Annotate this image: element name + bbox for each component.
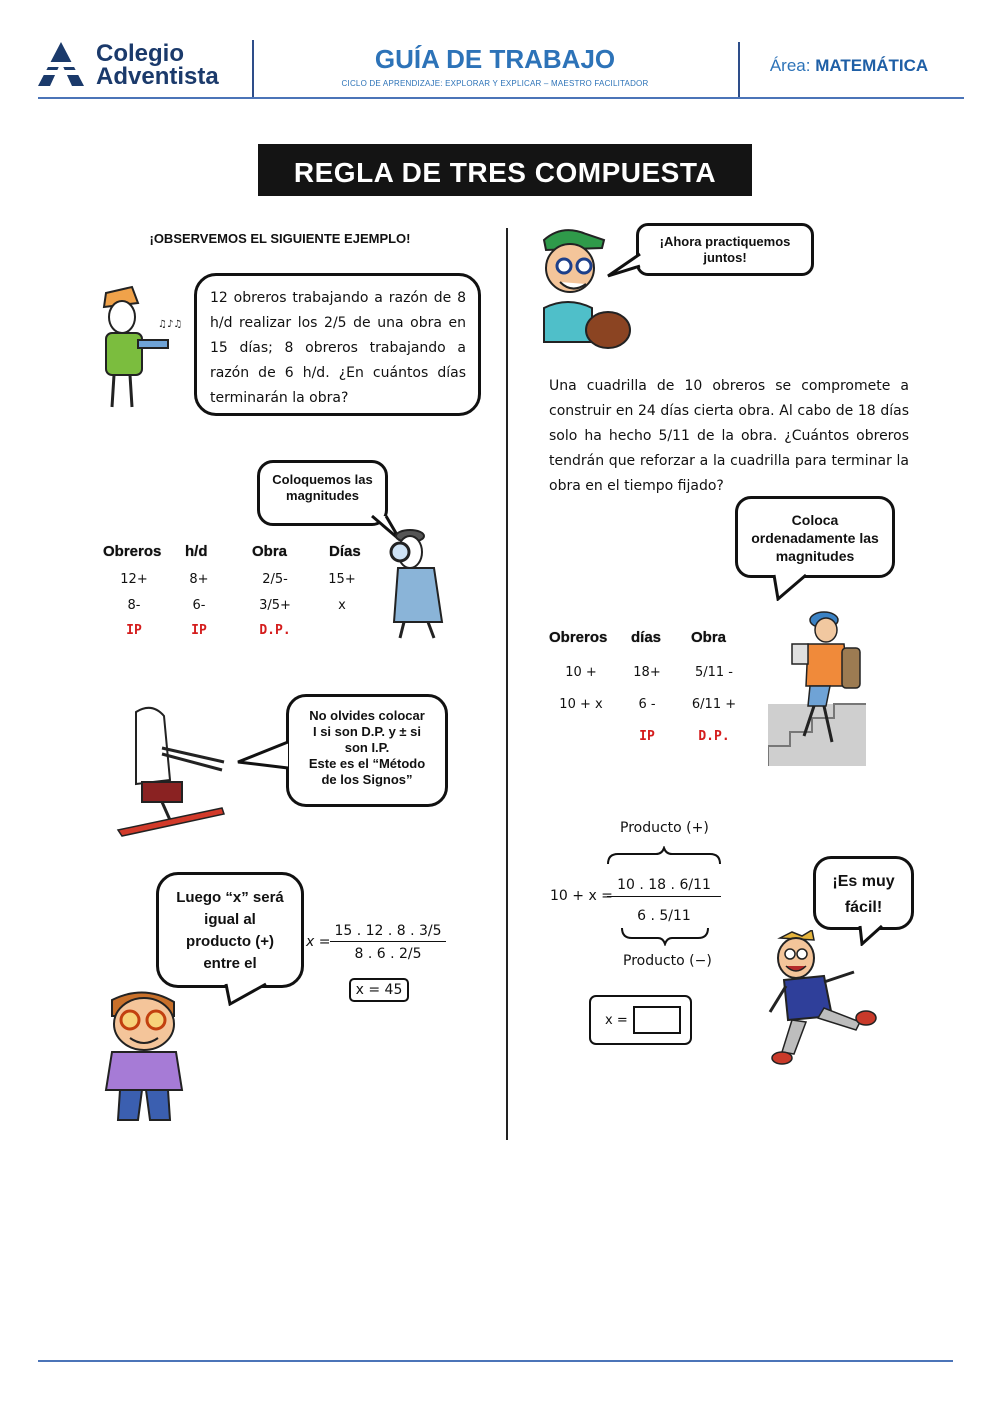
running-boy-icon (762, 930, 884, 1072)
luego-bubble-text (159, 887, 301, 975)
signs-line: de los Signos” (321, 772, 413, 787)
relation-label: D.P. (259, 623, 291, 638)
signs-line: I si son D.P. y ± si (312, 724, 422, 739)
table-cell: 6/11 + (691, 697, 737, 712)
signs-line: No olvides colocar (309, 708, 425, 723)
ordena-bubble (735, 496, 895, 578)
problem-text-left: 12 obreros trabajando a razón de 8 h/d realizar los 2/5 de una obra en 15 días; 8 obreros trabajando a razón de 6 h/d. ¿En cuántos días terminarán la obra? (210, 290, 466, 406)
table-header-hd: h/d (185, 543, 208, 560)
header-rule (38, 97, 964, 99)
table-cell: 3/5+ (259, 598, 291, 613)
bubble-tail-icon (770, 573, 810, 601)
table-header-dias: días (631, 629, 662, 646)
facil-bubble (813, 856, 914, 930)
table-header-obreros: Obreros (549, 629, 608, 646)
table-cell: 12+ (120, 572, 148, 587)
formula-denominator: 8 . 6 . 2/5 (354, 946, 422, 962)
column-divider (506, 228, 508, 1140)
brace-top-icon (606, 846, 722, 866)
formula-numerator: 15 . 12 . 8 . 3/5 (330, 923, 446, 942)
brace-bottom-icon (620, 926, 710, 946)
table-cell: 6- (192, 598, 206, 613)
table-cell: 8+ (189, 572, 209, 587)
ordena-bubble-text: Coloca ordenadamente las magnitudes (751, 512, 879, 564)
facil-bubble-text (816, 869, 911, 921)
table-cell: 6 - (638, 697, 656, 712)
table-header-obra: Obra (691, 629, 727, 646)
table-cell: 10 + x (559, 697, 603, 712)
signs-bubble-text (289, 708, 445, 788)
facil-line: ¡Es muy (832, 873, 895, 890)
table-cell: 2/5- (262, 572, 288, 587)
example-heading: ¡OBSERVEMOS EL SIGUIENTE EJEMPLO! (149, 231, 411, 246)
table-cell: 5/11 - (694, 665, 734, 680)
facil-line: fácil! (844, 899, 883, 916)
table-header-dias: Días (329, 543, 361, 560)
practice-bubble (636, 223, 814, 276)
relation-label: IP (639, 729, 655, 744)
topic-banner: REGLA DE TRES COMPUESTA (258, 144, 752, 196)
colegio-adventista-logo-icon (38, 42, 84, 86)
trumpet-character-icon (92, 285, 192, 415)
answer-label: x = (605, 1013, 628, 1028)
bubble-tail-icon (222, 982, 272, 1006)
subject-area (744, 56, 954, 76)
page-title: GUÍA DE TRABAJO (374, 44, 616, 74)
problem-bubble-left (194, 273, 481, 416)
relation-label: IP (191, 623, 207, 638)
product-minus-label: Producto (−) (623, 953, 712, 969)
table-header-obra: Obra (252, 543, 288, 560)
luego-line: Luego “x” será (176, 889, 284, 906)
signs-line: son I.P. (344, 740, 390, 755)
logo-line1: Colegio (96, 40, 184, 67)
student-stairs-icon (768, 608, 866, 766)
formula-denominator: 6 . 5/11 (637, 908, 691, 924)
relation-label: IP (126, 623, 142, 638)
luego-line: producto (+) (186, 933, 274, 950)
table-cell: 10 + (565, 665, 597, 680)
table-cell: 15+ (328, 572, 356, 587)
nerd-glasses-character-icon (90, 986, 200, 1136)
svg-text:♫♪♫: ♫♪♫ (158, 319, 183, 330)
result-box: x = 45 (349, 978, 409, 1002)
logo-line2: Adventista (96, 63, 219, 90)
area-label: Área: (769, 56, 811, 75)
footer-rule (38, 1360, 953, 1362)
problem-text-right: Una cuadrilla de 10 obreros se compromete a construir en 24 días cierta obra. Al cabo de 18 días solo ha hecho 5/11 de la obra. ¿Cuántos obreros tendrán que reforzar a la cuadrilla para terminar la obra en el tiempo fijado? (549, 378, 909, 494)
table-cell: 18+ (633, 665, 661, 680)
magnitudes-bubble-text: Coloquemos las magnitudes (272, 472, 373, 503)
formula-numerator: 10 . 18 . 6/11 (607, 877, 721, 897)
signs-line: Este es el “Método (308, 756, 426, 771)
page-subtitle: CICLO DE APRENDIZAJE: EXPLORAR Y EXPLICAR – MAESTRO FACILITADOR (341, 79, 649, 88)
table-header-obreros: Obreros (103, 543, 162, 560)
answer-input[interactable] (633, 1006, 681, 1034)
header-separator (738, 42, 740, 98)
header-separator (252, 40, 254, 98)
bubble-tail-icon (236, 738, 290, 778)
answer-box (589, 995, 692, 1045)
luego-line: entre el (203, 955, 257, 972)
bubble-tail-icon (604, 248, 642, 278)
signs-bubble (286, 694, 448, 807)
detective-magnifier-icon (378, 522, 474, 642)
formula-x: x = (306, 934, 331, 950)
relation-label: D.P. (698, 729, 730, 744)
formula-lhs: 10 + x = (550, 888, 613, 904)
product-plus-label: Producto (+) (620, 820, 709, 836)
table-cell: 8- (127, 598, 141, 613)
baseball-boy-icon (538, 226, 638, 356)
luego-bubble (156, 872, 304, 988)
area-value: MATEMÁTICA (815, 56, 929, 75)
magnitudes-bubble (257, 460, 388, 526)
luego-line: igual al (204, 911, 256, 928)
practice-bubble-text: ¡Ahora practiquemos juntos! (659, 234, 791, 265)
table-cell: x (338, 598, 346, 613)
logo-text (96, 42, 219, 88)
